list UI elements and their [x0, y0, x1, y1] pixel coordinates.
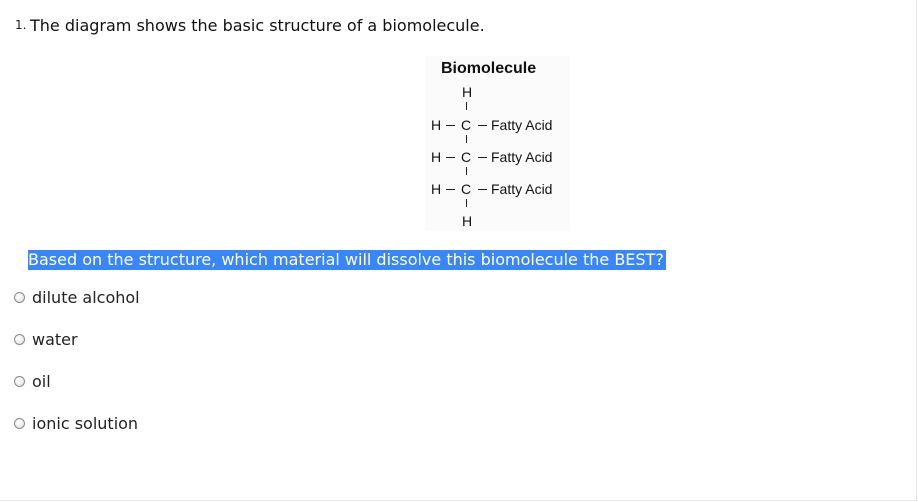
bond-line: [466, 167, 467, 175]
bottom-hydrogen: H: [462, 213, 473, 229]
diagram-title: Biomolecule: [441, 60, 537, 77]
option-label: oil: [32, 372, 51, 391]
row-left-atom: H: [431, 117, 442, 133]
option-label: water: [32, 330, 78, 349]
bond-line: [466, 102, 467, 110]
row-carbon: C: [461, 117, 472, 133]
radio-button[interactable]: [14, 376, 25, 387]
answer-option-water[interactable]: [14, 330, 78, 349]
bond-line: [446, 125, 455, 126]
bond-line: [466, 135, 467, 143]
biomolecule-diagram: [425, 56, 570, 231]
bond-line: [478, 125, 487, 126]
radio-button[interactable]: [14, 418, 25, 429]
option-label: ionic solution: [32, 414, 139, 433]
radio-button[interactable]: [14, 334, 25, 345]
row-carbon: C: [461, 181, 472, 197]
question-number: 1.: [15, 18, 27, 32]
answer-option-oil[interactable]: [14, 372, 51, 391]
row-left-atom: H: [431, 181, 442, 197]
row-fatty-acid: Fatty Acid: [491, 117, 553, 133]
bond-line: [478, 157, 487, 158]
answer-option-dilute-alcohol[interactable]: [14, 288, 140, 307]
question-prompt-highlighted: Based on the structure, which material will dissolve this biomolecule the BEST?: [28, 250, 664, 269]
answer-option-ionic-solution[interactable]: [14, 414, 138, 433]
bond-line: [446, 189, 455, 190]
bond-line: [446, 157, 455, 158]
radio-button[interactable]: [14, 292, 25, 303]
bond-line: [466, 199, 467, 207]
row-fatty-acid: Fatty Acid: [491, 149, 553, 165]
row-carbon: C: [461, 149, 472, 165]
top-hydrogen: H: [462, 84, 473, 100]
bond-line: [478, 189, 487, 190]
question-text: The diagram shows the basic structure of a biomolecule.: [30, 16, 485, 35]
option-label: dilute alcohol: [32, 288, 140, 307]
row-fatty-acid: Fatty Acid: [491, 181, 553, 197]
row-left-atom: H: [431, 149, 442, 165]
